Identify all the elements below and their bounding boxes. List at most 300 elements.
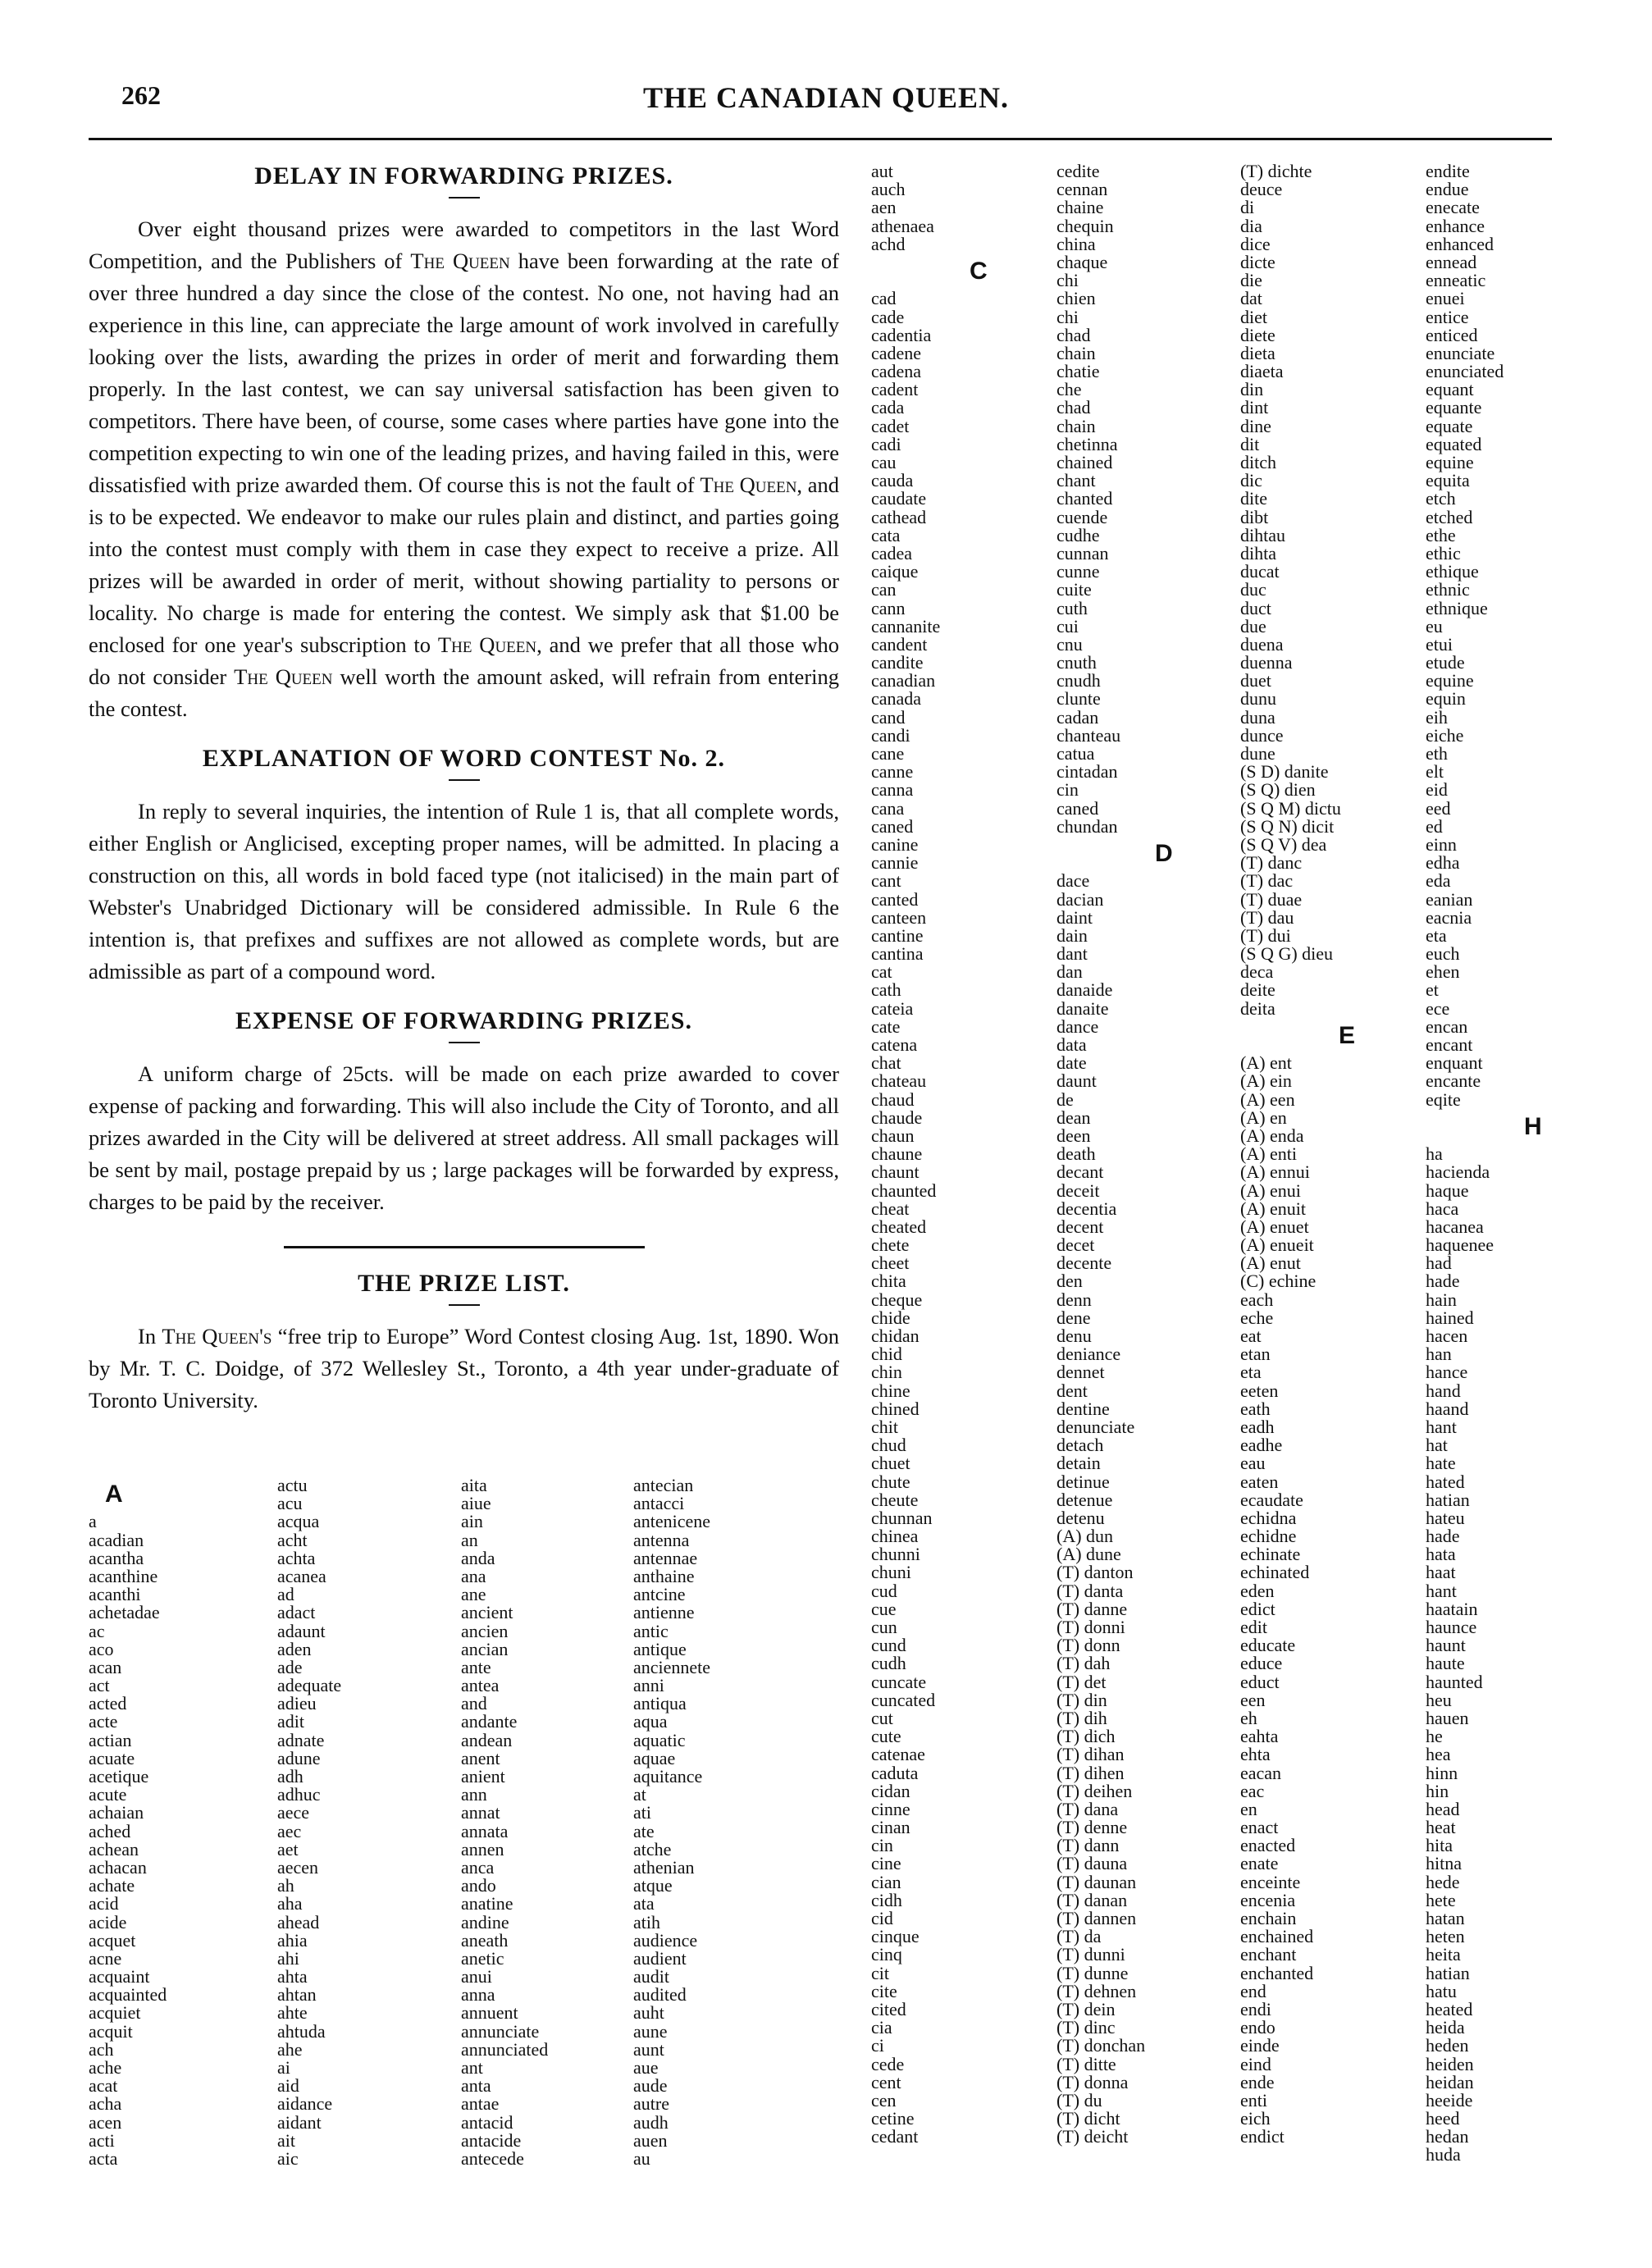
heading-expense: EXPENSE OF FORWARDING PRIZES. <box>235 1007 692 1034</box>
word-entry: acanthi <box>89 1584 141 1605</box>
word-entry: denunciate <box>1056 1416 1135 1437</box>
word-entry: echinate <box>1240 1544 1301 1565</box>
word-entry: cit <box>871 1962 889 1983</box>
word-entry: cant <box>871 870 901 892</box>
word-entry: eacan <box>1240 1762 1282 1783</box>
word-entry: hate <box>1426 1453 1456 1474</box>
word-entry: cund <box>871 1635 906 1656</box>
word-entry: han <box>1426 1344 1452 1365</box>
word-column <box>1240 162 1355 2146</box>
word-entry: eich <box>1240 2108 1271 2129</box>
word-entry: canine <box>871 833 919 855</box>
word-entry: (T) dannen <box>1056 1908 1137 1929</box>
word-entry: chequin <box>1056 215 1114 236</box>
word-column <box>277 1476 341 2215</box>
word-entry: eeten <box>1240 1380 1279 1401</box>
word-entry: adact <box>277 1602 316 1623</box>
word-entry: ane <box>461 1584 486 1605</box>
word-entry: (A) enda <box>1240 1125 1304 1146</box>
word-entry: adaunt <box>277 1620 326 1641</box>
word-entry: enti <box>1240 2089 1267 2111</box>
word-entry: eta <box>1240 1362 1262 1383</box>
word-entry: eth <box>1426 743 1448 764</box>
word-entry: (T) dann <box>1056 1835 1120 1856</box>
word-entry: acha <box>89 2093 122 2115</box>
word-entry: cnu <box>1056 633 1083 655</box>
word-entry: eh <box>1240 1707 1257 1728</box>
word-entry: dacian <box>1056 888 1104 910</box>
word-entry: deite <box>1240 979 1276 1001</box>
word-entry: cedite <box>1056 161 1100 181</box>
word-entry: et <box>1426 979 1439 1001</box>
word-entry: entice <box>1426 306 1469 327</box>
word-entry: eacnia <box>1426 906 1472 928</box>
word-entry: anthaine <box>633 1565 695 1586</box>
word-entry: cad <box>871 288 897 309</box>
word-entry: ende <box>1240 2071 1275 2092</box>
word-entry: aidance <box>277 2093 333 2115</box>
word-entry: dene <box>1056 1307 1091 1328</box>
word-entry: ait <box>277 2129 295 2151</box>
word-entry: ann <box>461 1784 487 1805</box>
word-entry: cuende <box>1056 506 1108 527</box>
word-entry: annata <box>461 1820 509 1841</box>
word-entry: dit <box>1240 433 1260 454</box>
word-entry: achean <box>89 1838 139 1860</box>
word-entry: acte <box>89 1711 118 1732</box>
word-entry: einn <box>1426 833 1457 855</box>
word-entry: ennead <box>1426 251 1477 272</box>
word-entry: cui <box>1056 615 1079 637</box>
word-entry: (T) daunan <box>1056 1871 1137 1892</box>
word-entry: (C) echine <box>1240 1271 1317 1292</box>
word-entry: atih <box>633 1911 660 1933</box>
word-entry: antacide <box>461 2129 522 2151</box>
word-entry: cau <box>871 452 897 473</box>
word-entry: dat <box>1240 288 1262 309</box>
word-entry: cin <box>871 1835 893 1856</box>
word-entry: acetique <box>89 1766 149 1787</box>
word-entry: aquatic <box>633 1729 686 1750</box>
word-entry: chad <box>1056 324 1091 345</box>
word-entry: annat <box>461 1802 500 1823</box>
word-entry: acquit <box>89 2020 133 2042</box>
word-entry: adnate <box>277 1729 325 1750</box>
word-entry: ece <box>1426 997 1450 1019</box>
word-entry: (T) dunne <box>1056 1962 1129 1983</box>
word-entry: cedant <box>871 2126 919 2147</box>
word-entry: antecede <box>461 2147 524 2169</box>
word-entry: ac <box>89 1620 105 1641</box>
word-entry: endi <box>1240 1998 1271 2019</box>
page-number: 262 <box>121 80 161 110</box>
word-entry: eind <box>1240 2053 1271 2074</box>
word-entry: achta <box>277 1547 316 1568</box>
word-entry: chundan <box>1056 815 1118 837</box>
word-entry: ehta <box>1240 1744 1271 1765</box>
word-entry: diaeta <box>1240 361 1284 382</box>
word-entry: deita <box>1240 997 1276 1019</box>
word-entry: audience <box>633 1929 698 1951</box>
word-entry: ancient <box>461 1602 513 1623</box>
word-entry: (S Q N) dicit <box>1240 815 1335 837</box>
word-entry: enact <box>1240 1817 1279 1838</box>
word-entry: enchanted <box>1240 1962 1314 1983</box>
word-entry: den <box>1056 1271 1083 1292</box>
word-entry: hatu <box>1426 1980 1457 2001</box>
word-entry: ati <box>633 1802 651 1823</box>
word-entry: haatain <box>1426 1598 1478 1619</box>
word-entry: antacid <box>461 2111 513 2133</box>
word-entry: cantine <box>871 924 924 946</box>
word-entry: ain <box>461 1511 483 1532</box>
word-entry: caned <box>1056 797 1099 819</box>
word-entry: equita <box>1426 470 1470 491</box>
word-entry: di <box>1240 197 1255 218</box>
word-entry: ethic <box>1426 542 1461 564</box>
word-entry: dan <box>1056 961 1083 983</box>
word-entry: enceinte <box>1240 1871 1301 1892</box>
word-entry: eu <box>1426 615 1443 637</box>
word-entry: (A) dun <box>1056 1526 1114 1547</box>
word-entry: enneatic <box>1426 270 1486 291</box>
word-entry: cann <box>871 597 906 618</box>
word-entry: chine <box>871 1380 910 1401</box>
heading-explanation: EXPLANATION OF WORD CONTEST No. 2. <box>202 745 726 772</box>
word-entry: enticed <box>1426 324 1478 345</box>
word-entry: antea <box>461 1675 500 1696</box>
word-entry: etched <box>1426 506 1473 527</box>
word-entry: cuth <box>1056 597 1088 618</box>
word-entry: cath <box>871 979 901 1001</box>
word-entry: ahtuda <box>277 2020 326 2042</box>
word-entry: actu <box>277 1475 308 1495</box>
word-entry: annunciated <box>461 2038 549 2060</box>
word-entry: anni <box>633 1675 664 1696</box>
word-entry: (A) enuit <box>1240 1198 1307 1219</box>
word-entry: cannie <box>871 852 919 874</box>
word-entry: (T) dana <box>1056 1798 1119 1819</box>
word-entry: antienne <box>633 1602 695 1623</box>
word-entry: enecate <box>1426 197 1480 218</box>
word-entry: eau <box>1240 1453 1266 1474</box>
word-entry: chaude <box>871 1107 923 1128</box>
word-entry: (T) danan <box>1056 1889 1128 1910</box>
word-entry: haand <box>1426 1398 1469 1419</box>
word-entry: ai <box>277 2057 290 2078</box>
section-rule <box>284 1246 645 1248</box>
word-entry: heed <box>1426 2108 1460 2129</box>
word-entry: einde <box>1240 2035 1280 2056</box>
word-entry: (T) donchan <box>1056 2035 1146 2056</box>
word-entry: enunciated <box>1426 361 1504 382</box>
word-entry: he <box>1426 1726 1443 1747</box>
heading-dash <box>449 1304 480 1306</box>
word-entry: dic <box>1240 470 1262 491</box>
word-entry: chete <box>871 1234 910 1256</box>
word-entry: canted <box>871 888 919 910</box>
word-entry: hacienda <box>1426 1161 1490 1183</box>
word-entry: chunni <box>871 1544 920 1565</box>
word-entry: dant <box>1056 943 1088 965</box>
word-entry: edict <box>1240 1598 1276 1619</box>
word-entry: haca <box>1426 1198 1459 1219</box>
word-entry: dite <box>1240 488 1267 509</box>
word-entry: elt <box>1426 761 1444 783</box>
word-entry: ate <box>633 1820 655 1841</box>
word-column <box>633 1476 710 2215</box>
word-entry: eta <box>1426 924 1447 946</box>
word-entry: aha <box>277 1893 303 1914</box>
word-entry: cut <box>871 1707 893 1728</box>
word-entry: duct <box>1240 597 1271 618</box>
word-entry: heat <box>1426 1817 1456 1838</box>
word-entry: euch <box>1426 943 1460 965</box>
word-entry: antcine <box>633 1584 686 1605</box>
word-entry: date <box>1056 1052 1087 1074</box>
word-entry: antae <box>461 2093 500 2115</box>
word-entry: chant <box>1056 470 1096 491</box>
word-entry: hacanea <box>1426 1216 1484 1237</box>
word-entry: endo <box>1240 2017 1276 2038</box>
word-entry: cent <box>871 2071 901 2092</box>
word-entry: auen <box>633 2129 668 2151</box>
word-entry: equate <box>1426 415 1473 436</box>
word-entry: ahta <box>277 1966 308 1987</box>
word-entry: eche <box>1240 1307 1274 1328</box>
word-entry: heidan <box>1426 2071 1474 2092</box>
word-entry: acantha <box>89 1547 144 1568</box>
word-entry: chid <box>871 1344 902 1365</box>
word-entry: acanthine <box>89 1565 158 1586</box>
word-entry: dentine <box>1056 1398 1110 1419</box>
word-entry: end <box>1240 1980 1266 2001</box>
word-entry: etan <box>1240 1344 1271 1365</box>
word-entry: (T) donni <box>1056 1617 1125 1638</box>
word-entry: cid <box>871 1908 893 1929</box>
word-column <box>461 1476 548 2215</box>
word-entry: heated <box>1426 1998 1473 2019</box>
word-entry: aune <box>633 2020 668 2042</box>
word-entry: endict <box>1240 2126 1285 2147</box>
word-entry: dibt <box>1240 506 1269 527</box>
word-entry: eat <box>1240 1326 1262 1347</box>
word-entry: chaud <box>871 1088 915 1110</box>
word-entry: hita <box>1426 1835 1453 1856</box>
word-entry: dunce <box>1240 724 1284 746</box>
word-entry: endite <box>1426 161 1470 181</box>
word-entry: ache <box>89 2057 122 2079</box>
word-entry: caduta <box>871 1762 919 1783</box>
word-entry: cadi <box>871 433 901 454</box>
header-rule <box>89 138 1552 140</box>
word-entry: cana <box>871 797 905 819</box>
word-entry: anciennete <box>633 1656 711 1677</box>
word-entry: annunciate <box>461 2020 540 2042</box>
word-entry: cateia <box>871 997 914 1019</box>
word-entry: enacted <box>1240 1835 1296 1856</box>
word-entry: duenna <box>1240 652 1293 673</box>
word-entry: aunt <box>633 2038 664 2060</box>
word-entry: anient <box>461 1766 505 1787</box>
word-entry: aid <box>277 2075 299 2097</box>
word-entry: acne <box>89 1947 122 1969</box>
word-entry: cheet <box>871 1253 910 1274</box>
word-entry: hade <box>1426 1271 1460 1292</box>
word-entry: hatan <box>1426 1908 1465 1929</box>
word-entry: cadene <box>871 342 922 363</box>
word-entry: (A) en <box>1240 1107 1287 1128</box>
word-entry: hata <box>1426 1544 1456 1565</box>
word-entry: cadet <box>871 415 910 436</box>
word-entry: achaian <box>89 1802 144 1823</box>
word-entry: dihta <box>1240 542 1276 564</box>
word-entry: ant <box>461 2057 483 2078</box>
word-entry: anta <box>461 2075 491 2097</box>
word-entry: cheated <box>871 1216 927 1237</box>
word-entry: hade <box>1426 1526 1460 1547</box>
word-entry: haunt <box>1426 1635 1466 1656</box>
paragraph-delay: Over eight thousand prizes were awarded to competitors in the last Word Competition, and the Publishers of The Queen have been forwarding at the rate of over three hundred a day since the close of the contest. No one, not having had an experience in this line, can appreciate the large amount of work involved in carefully looking over the lists, awarding the prizes in order of merit and forwarding them properly. In the last contest, we can say universal satisfaction has been given to competitors. There have been, of course, some cases where parties have gone into the competition expecting to win one of the leading prizes, and having failed in this, were dissatisfied with prize awarded them. Of course this is not the fault of The Queen, and is to be expected. We endeavor to make our rules plain and distinct, and parties going into the contest must comply with them in case they expect to receive a prize. All prizes will be awarded in order of merit, without showing partiality to persons or locality. No charge is made for entering the contest. We simply ask that $1.00 be enclosed for one year's subscription to The Queen, and we prefer that all those who do not consider The Queen well worth the amount asked, will refrain from entering the contest. <box>89 217 840 721</box>
word-entry: enchained <box>1240 1926 1314 1947</box>
word-entry: canada <box>871 688 922 710</box>
word-entry: decet <box>1056 1234 1095 1256</box>
letter-heading: H <box>1524 1112 1542 1140</box>
word-entry: dace <box>1056 870 1090 892</box>
word-entry: hauen <box>1426 1707 1469 1728</box>
word-entry: dieta <box>1240 342 1276 363</box>
word-entry: cuncate <box>871 1671 927 1692</box>
word-entry: hant <box>1426 1580 1457 1601</box>
word-entry: ahead <box>277 1911 320 1933</box>
word-entry: dine <box>1240 415 1271 436</box>
word-entry: ahia <box>277 1929 308 1951</box>
word-entry: chin <box>871 1362 902 1383</box>
word-entry: (T) denne <box>1056 1817 1128 1838</box>
word-entry: cunne <box>1056 561 1100 582</box>
word-entry: edit <box>1240 1617 1267 1638</box>
word-entry: en <box>1240 1798 1257 1819</box>
word-entry: decent <box>1056 1216 1104 1237</box>
word-entry: ad <box>277 1584 294 1605</box>
word-entry: (A) dune <box>1056 1544 1121 1565</box>
word-entry: etude <box>1426 652 1465 673</box>
word-entry: acute <box>89 1784 127 1805</box>
word-entry: eadhe <box>1240 1435 1283 1456</box>
word-entry: (T) deihen <box>1056 1780 1133 1801</box>
word-entry: cetine <box>871 2108 915 2129</box>
word-entry: chatie <box>1056 361 1100 382</box>
word-entry: eih <box>1426 706 1448 728</box>
word-entry: annuent <box>461 2002 518 2024</box>
word-entry: had <box>1426 1253 1452 1274</box>
word-entry: ade <box>277 1656 303 1677</box>
word-entry: encante <box>1426 1070 1481 1092</box>
word-entry: echidne <box>1240 1526 1297 1547</box>
word-entry: chaune <box>871 1143 923 1165</box>
article-column <box>89 162 839 1417</box>
word-entry: heeide <box>1426 2089 1473 2111</box>
word-entry: educate <box>1240 1635 1296 1656</box>
word-entry: educe <box>1240 1653 1283 1674</box>
word-entry: cited <box>871 1998 906 2019</box>
word-entry: haunted <box>1426 1671 1483 1692</box>
word-entry: dain <box>1056 924 1088 946</box>
word-entry: achate <box>89 1875 135 1896</box>
word-entry: (T) donna <box>1056 2071 1129 2092</box>
word-entry: aut <box>871 161 893 181</box>
word-entry: auht <box>633 2002 664 2024</box>
word-entry: canadian <box>871 670 936 691</box>
word-entry: (T) deicht <box>1056 2126 1129 2147</box>
word-entry: cat <box>871 961 892 983</box>
word-entry: anda <box>461 1547 495 1568</box>
word-entry: (T) dui <box>1240 924 1291 946</box>
word-entry: echidna <box>1240 1507 1297 1528</box>
word-entry: che <box>1056 379 1082 400</box>
word-entry: chetinna <box>1056 433 1118 454</box>
word-entry: cun <box>871 1617 897 1638</box>
word-entry: ethe <box>1426 524 1456 545</box>
word-entry: duc <box>1240 579 1266 600</box>
word-entry: acta <box>89 2147 118 2169</box>
word-entry: (A) enueit <box>1240 1234 1314 1256</box>
word-entry: (T) dunni <box>1056 1944 1125 1965</box>
word-entry: detain <box>1056 1453 1101 1474</box>
word-entry: danaide <box>1056 979 1113 1001</box>
word-entry: auch <box>871 179 906 200</box>
word-entry: enuei <box>1426 288 1465 309</box>
word-entry: acu <box>277 1493 303 1514</box>
word-entry: enate <box>1240 1853 1279 1874</box>
word-entry: chateau <box>871 1070 927 1092</box>
word-entry: hatian <box>1426 1962 1470 1983</box>
word-entry: andean <box>461 1729 513 1750</box>
word-entry: aneath <box>461 1929 509 1951</box>
word-column <box>871 162 988 2146</box>
word-entry: cute <box>871 1726 901 1747</box>
word-entry: acen <box>89 2111 122 2133</box>
word-entry: antecian <box>633 1475 694 1495</box>
word-entry: cheute <box>871 1489 919 1510</box>
word-entry: audient <box>633 1947 687 1969</box>
word-entry: acted <box>89 1693 127 1714</box>
word-entry: dint <box>1240 397 1269 418</box>
word-entry: cede <box>871 2053 905 2074</box>
word-entry: chined <box>871 1398 920 1419</box>
word-entry: detinue <box>1056 1471 1110 1492</box>
word-entry: hea <box>1426 1744 1451 1765</box>
word-entry: au <box>633 2147 650 2169</box>
word-entry: (A) enti <box>1240 1143 1298 1165</box>
word-entry: chain <box>1056 342 1096 363</box>
word-entry: cata <box>871 524 901 545</box>
word-entry: dice <box>1240 233 1271 254</box>
word-entry: adit <box>277 1711 304 1732</box>
word-entry: cinque <box>871 1926 920 1947</box>
word-entry: enhanced <box>1426 233 1495 254</box>
heading-prize-list: THE PRIZE LIST. <box>358 1270 570 1297</box>
word-entry: atque <box>633 1875 673 1896</box>
word-entry: ethnic <box>1426 579 1470 600</box>
word-entry: chain <box>1056 415 1096 436</box>
word-entry: anatine <box>461 1893 513 1914</box>
word-entry: dia <box>1240 215 1262 236</box>
word-entry: eda <box>1426 870 1451 892</box>
word-entry: aet <box>277 1838 299 1860</box>
word-entry: ancien <box>461 1620 509 1641</box>
word-entry: chien <box>1056 288 1096 309</box>
